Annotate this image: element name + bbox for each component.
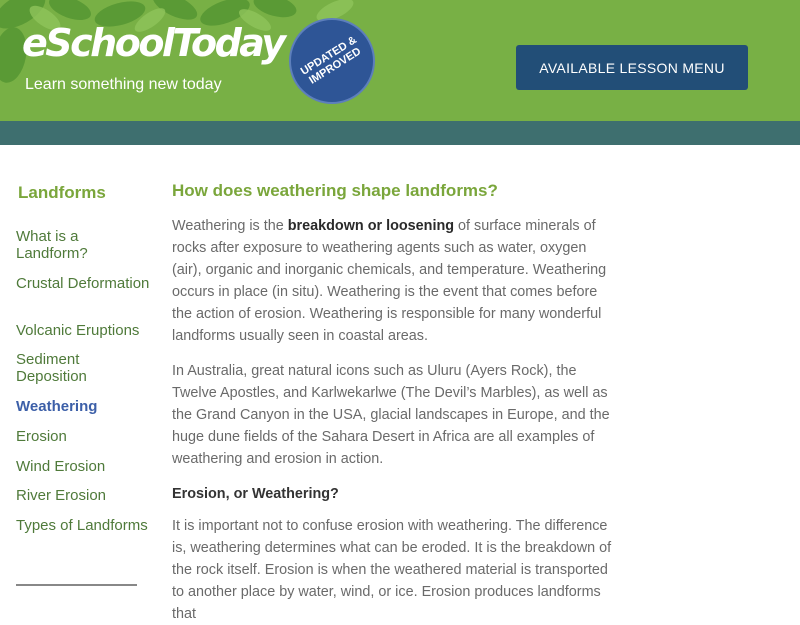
main-content	[172, 145, 617, 622]
sidebar-item-wind-erosion[interactable]: Wind Erosion	[16, 458, 106, 475]
sidebar-item-types-of-landforms[interactable]: Types of Landforms	[16, 517, 148, 534]
logo[interactable]: eSchoolToday	[22, 21, 284, 65]
sidebar-item-weathering[interactable]: Weathering	[16, 398, 98, 415]
paragraph-examples: In Australia, great natural icons such as Uluru (Ayers Rock), the Twelve Apostles, and Karlwekarlwe (The Devil’s Marbles), as well as the Grand Canyon in the USA, glacial landscapes in Europe, and the huge dune fields of the Sahara Desert in Africa are all examples of weathering and erosion in action.	[172, 363, 610, 467]
p1-text-after: of surface minerals of rocks after exposure to weathering agents such as water, oxygen (air), organic and inorganic chemicals, and temperature. Weathering occurs in place (in situ). Weathering is the event that comes before the action of erosion. Weathering is responsible for many wonderful landforms usually seen in coastal areas.	[172, 218, 607, 344]
sidebar-divider	[16, 584, 137, 586]
sidebar-item-river-erosion[interactable]: River Erosion	[16, 487, 107, 504]
sidebar-item-crustal-deformation[interactable]: Crustal Deformation	[16, 275, 150, 292]
tagline: Learn something new today	[25, 76, 222, 93]
paragraph-erosion-difference: It is important not to confuse erosion with weathering. The difference is, weathering determines what can be eroded. It is the breakdown of the rock itself. Erosion is when the weathered material is transported to another place by water, wind, or ice. Erosion produces landforms that	[172, 518, 612, 622]
site-header	[0, 0, 800, 121]
p1-text-before: Weathering is the	[172, 218, 288, 234]
sidebar-item-erosion[interactable]: Erosion	[16, 428, 67, 445]
updated-badge	[289, 18, 375, 104]
paragraph-weathering-definition	[172, 215, 617, 347]
sidebar-item-volcanic-eruptions[interactable]: Volcanic Eruptions	[16, 322, 140, 339]
badge-label: UPDATED & IMPROVED	[298, 34, 364, 87]
sidebar	[0, 145, 160, 600]
sidebar-item-what-is-a-landform[interactable]: What is a Landform?	[16, 228, 88, 262]
sidebar-title: Landforms	[18, 183, 106, 202]
sidebar-item-sediment-deposition[interactable]: Sediment Deposition	[16, 351, 87, 385]
lesson-menu-button[interactable]: AVAILABLE LESSON MENU	[516, 45, 748, 90]
p1-bold-text: breakdown or loosening	[287, 218, 455, 234]
section-heading-erosion-or-weathering: Erosion, or Weathering?	[172, 486, 339, 502]
page-title: How does weathering shape landforms?	[172, 181, 498, 200]
header-band	[0, 121, 800, 145]
